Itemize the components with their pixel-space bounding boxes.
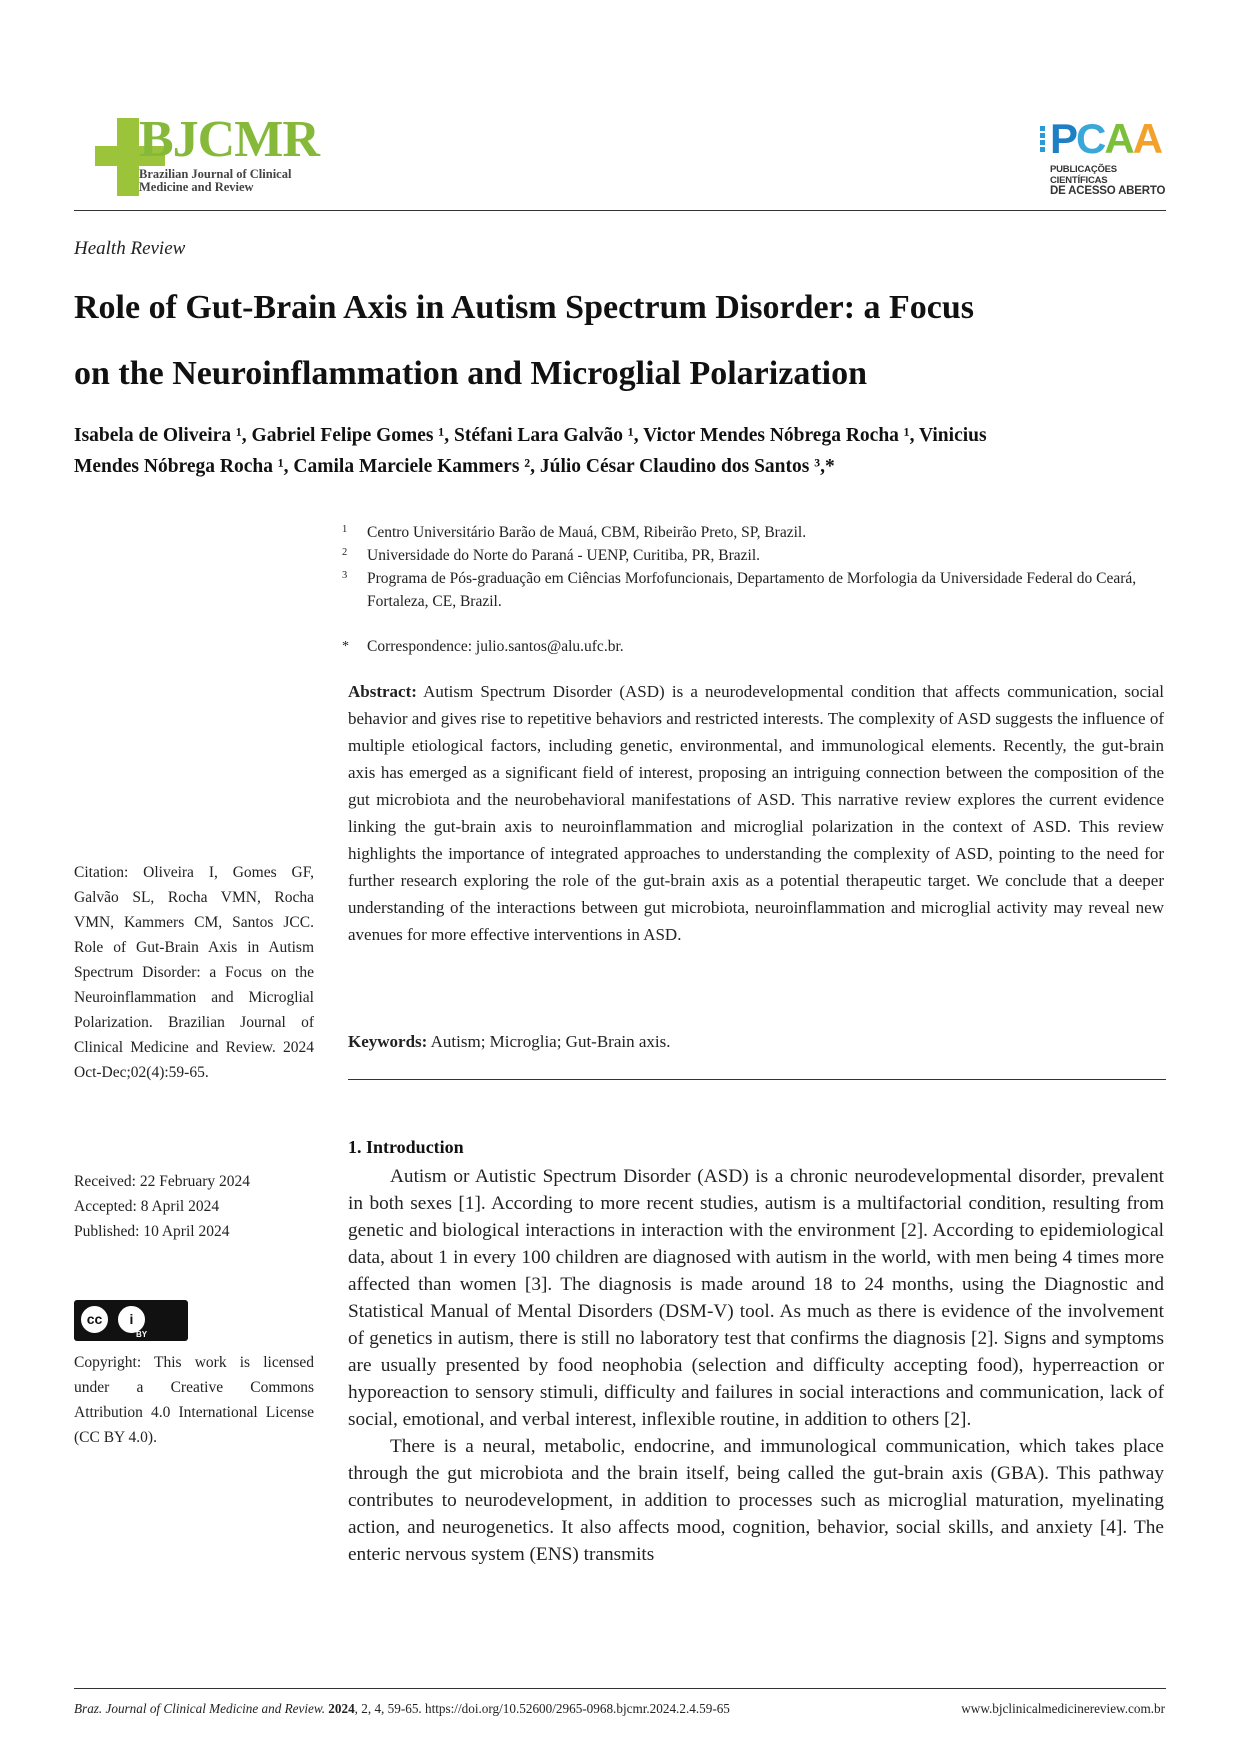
publisher-logo [1040,115,1170,197]
by-label: BY [136,1330,148,1339]
publication-dates [74,1169,314,1244]
publisher-logo-letters: PCAA [1050,115,1162,162]
keywords [348,1032,1164,1052]
abstract-text: Autism Spectrum Disorder (ASD) is a neurodevelopmental condition that affects communication, social behavior and gives rise to repetitive behaviors and restricted interests. The complexity of ASD suggests the influence of multiple etiological factors, including genetic, environmental, and immunological elements. Recently, the gut-brain axis has emerged as a significant field of interest, proposing an intriguing connection between the composition of the gut microbiota and the neurobehavioral manifestations of ASD. This narrative review explores the current evidence linking the gut-brain axis to neuroinflammation and microglial polarization in the context of ASD. This review highlights the importance of integrated approaches to understanding the complexity of ASD, pointing to the need for further research exploring the role of the gut-brain axis as a potential therapeutic target. We conclude that a deeper understanding of the interactions between gut microbiota, neuroinflammation and microglial activity may reveal new avenues for more effective interventions in ASD. [348,682,1165,944]
journal-logo-subtitle: Brazilian Journal of Clinical Medicine and Review [139,167,292,194]
footer-doi[interactable]: , 2, 4, 59-65. https://doi.org/10.52600/2965-0968.bjcmr.2024.2.4.59-65 [354,1701,730,1716]
received-date: Received: 22 February 2024 [74,1173,251,1190]
journal-logo-letters: BJCMR [139,111,319,168]
published-date: Published: 10 April 2024 [74,1223,230,1240]
abstract-label: Abstract: [348,682,417,701]
article-title: Role of Gut-Brain Axis in Autism Spectrum Disorder: a Focus on the Neuroinflammation and Microglial Polarization [74,289,975,392]
section-label: Health Review [74,238,186,259]
footer-divider [74,1688,1166,1689]
header-divider [74,210,1166,211]
section-heading: 1. Introduction [348,1137,464,1157]
introduction-paragraph-1: Autism or Autistic Spectrum Disorder (ASD) is a chronic neurodevelopmental disorder, prevalent in both sexes [1]. According to more recent studies, autism is a multifactorial condition, resulting from genetic and biological interactions in interaction with the environment [2]. According to epidemiological data, about 1 in every 100 children are diagnosed with autism in the world, with men being 4 times more affected than women [3]. The diagnosis is made around 18 to 24 months, using the Diagnostic and Statistical Manual of Mental Disorders (DSM-V) tool. As much as there is evidence of the involvement of genetics in autism, there is still no laboratory test that confirms the diagnosis [2]. Signs and symptoms are usually presented by food neophobia (selection and difficulty accepting food), hyperreaction or hyporeaction to sensory stimuli, difficulty and failures in social interactions and communication, lack of social, emotional, and verbal interest, inflexible routine, in addition to others [2]. [348,1166,1164,1430]
citation: Citation: Oliveira I, Gomes GF, Galvão SL, Rocha VMN, Rocha VMN, Kammers CM, Santos JCC. Role of Gut-Brain Axis in Autism Spectrum Disorder: a Focus on the Neuroinflammation and Microglial Polarization. Brazilian Journal of Clinical Medicine and Review. 2024 Oct-Dec;02(4):59-65. [74,864,314,1081]
footer-year: 2024 [328,1701,355,1716]
attribution-icon: i [116,1304,147,1335]
publisher-logo-subtitle: PUBLICAÇÕES CIENTÍFICAS DE ACESSO ABERTO [1050,164,1166,197]
cc-by-license-badge[interactable] [74,1300,188,1341]
journal-logo [95,111,319,202]
footer-website-link[interactable]: www.bjclinicalmedicinereview.com.br [961,1701,1165,1716]
keywords-text: Autism; Microglia; Gut-Brain axis. [430,1032,671,1051]
affiliation-item: 1 Centro Universitário Barão de Mauá, CBM, Ribeirão Preto, SP, Brazil. [342,524,807,541]
cc-icon: cc [79,1304,110,1335]
footer-citation [74,1701,730,1717]
copyright-notice: Copyright: This work is licensed under a Creative Commons Attribution 4.0 International License (CC BY 4.0). [74,1354,314,1446]
keywords-label: Keywords: [348,1032,428,1051]
abstract-divider [348,1079,1166,1080]
accepted-date: Accepted: 8 April 2024 [74,1198,220,1215]
abstract [348,678,1164,948]
author-list: Isabela de Oliveira ¹, Gabriel Felipe Gomes ¹, Stéfani Lara Galvão ¹, Victor Mendes Nóbrega Rocha ¹, Vinicius Mendes Nóbrega Rocha ¹, Camila Marciele Kammers ², Júlio César Claudino dos Santos ³,* [74,425,987,477]
affiliation-item: 3 Programa de Pós-graduação em Ciências Morfofuncionais, Departamento de Morfologia da Universidade Federal do Ceará, Fortaleza, CE, Brazil. [342,570,1137,610]
introduction-body [348,1163,1164,1568]
affiliation-item: 2 Universidade do Norte do Paraná - UENP, Curitiba, PR, Brazil. [342,547,761,564]
footer-journal: Braz. Journal of Clinical Medicine and Review. [74,1701,325,1716]
introduction-paragraph-2: There is a neural, metabolic, endocrine, and immunological communication, which takes place through the gut microbiota and the brain itself, being called the gut-brain axis (GBA). This pathway contributes to neurodevelopment, in addition to processes such as microglial maturation, myelinating action, and neurogenetics. It also affects mood, cognition, behavior, social skills, and anxiety [4]. The enteric nervous system (ENS) transmits [348,1436,1164,1565]
correspondence: * Correspondence: julio.santos@alu.ufc.br. [342,638,624,655]
